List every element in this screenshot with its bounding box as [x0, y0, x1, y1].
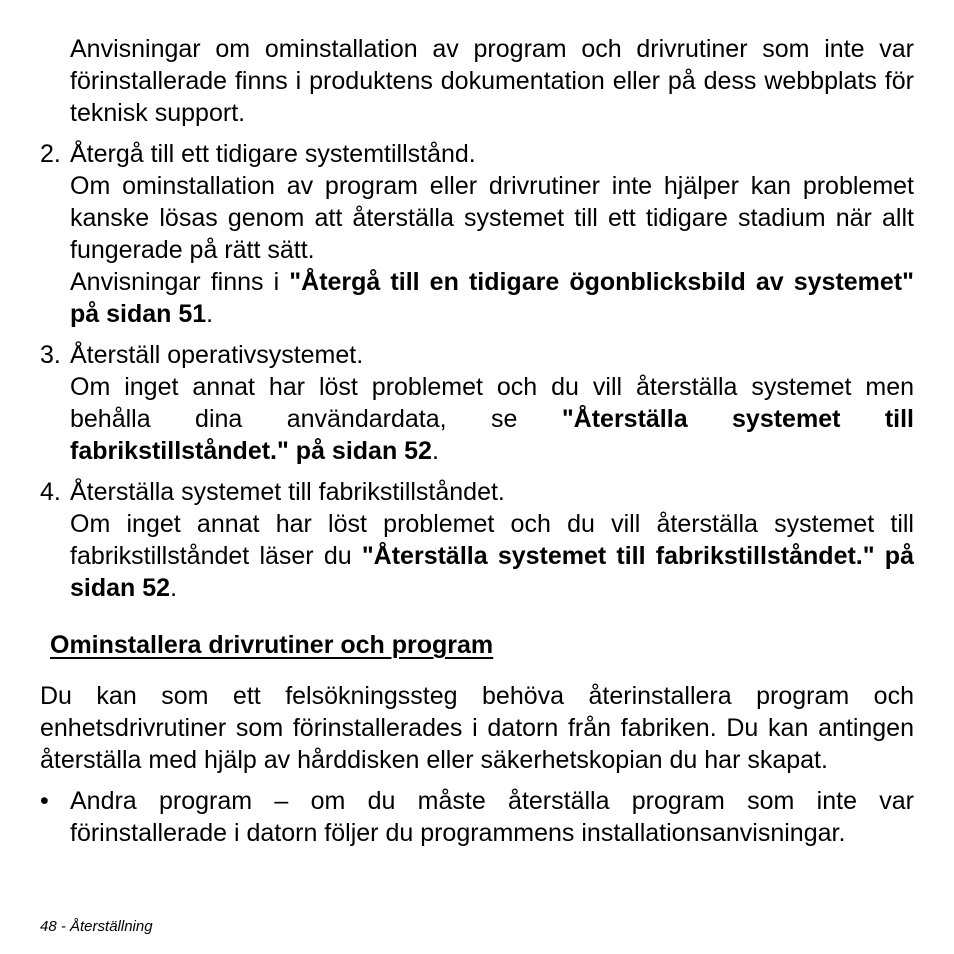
list-item-reference [70, 266, 914, 330]
bullet-marker: • [40, 787, 49, 815]
list-item-title: Återställ operativsystemet. [70, 341, 364, 369]
page-content [40, 33, 914, 849]
reference-suffix: . [431, 437, 439, 465]
section-heading: Ominstallera drivrutiner och program [50, 631, 494, 659]
paragraph-text: Om inget annat har löst problemet och du vill återställa systemet till fabrikstillståndet läser du [70, 510, 914, 570]
list-item-title: Återgå till ett tidigare systemtillstånd. [70, 140, 476, 168]
list-item-paragraph [70, 508, 914, 604]
list-item-title: Återställa systemet till fabrikstillståndet. [70, 478, 505, 506]
list-number: 2. [40, 140, 61, 168]
reference-suffix: . [170, 574, 178, 602]
reference-link[interactable]: "Återställa systemet till fabrikstillståndet." på sidan 52 [70, 542, 914, 602]
bullet-item [40, 785, 914, 849]
reference-suffix: . [206, 300, 214, 328]
list-item-3 [40, 339, 914, 467]
intro-paragraph: Anvisningar om ominstallation av program och drivrutiner som inte var förinstallerade finns i produktens dokumentation eller på dess webbplats för teknisk support. [70, 35, 914, 127]
list-item-paragraph: Om ominstallation av program eller drivrutiner inte hjälper kan problemet kanske lösas genom att återställa systemet till ett tidigare stadium när allt fungerade på rätt sätt. [70, 172, 914, 264]
list-item-2 [40, 138, 914, 330]
reference-prefix: Anvisningar finns i [70, 268, 290, 296]
list-item-4 [40, 476, 914, 604]
reference-link[interactable]: "Återställa systemet till fabrikstillståndet." på sidan 52 [70, 405, 914, 465]
list-item-paragraph [70, 371, 914, 467]
body-paragraph: Du kan som ett felsökningssteg behöva återinstallera program och enhetsdrivrutiner som förinstallerades i datorn från fabriken. Du kan antingen återställa med hjälp av hårddisken eller säkerhetskopian du har skapat. [40, 682, 914, 774]
list-number: 3. [40, 341, 61, 369]
list-number: 4. [40, 478, 61, 506]
bullet-text: Andra program – om du måste återställa program som inte var förinstallerade i datorn följer du programmens installationsanvisningar. [70, 787, 914, 847]
reference-link[interactable]: "Återgå till en tidigare ögonblicksbild av systemet" på sidan 51 [70, 268, 914, 328]
page-footer: 48 - Återställning [40, 918, 153, 935]
paragraph-text: Om inget annat har löst problemet och du vill återställa systemet men behålla dina användardata, se [70, 373, 914, 433]
